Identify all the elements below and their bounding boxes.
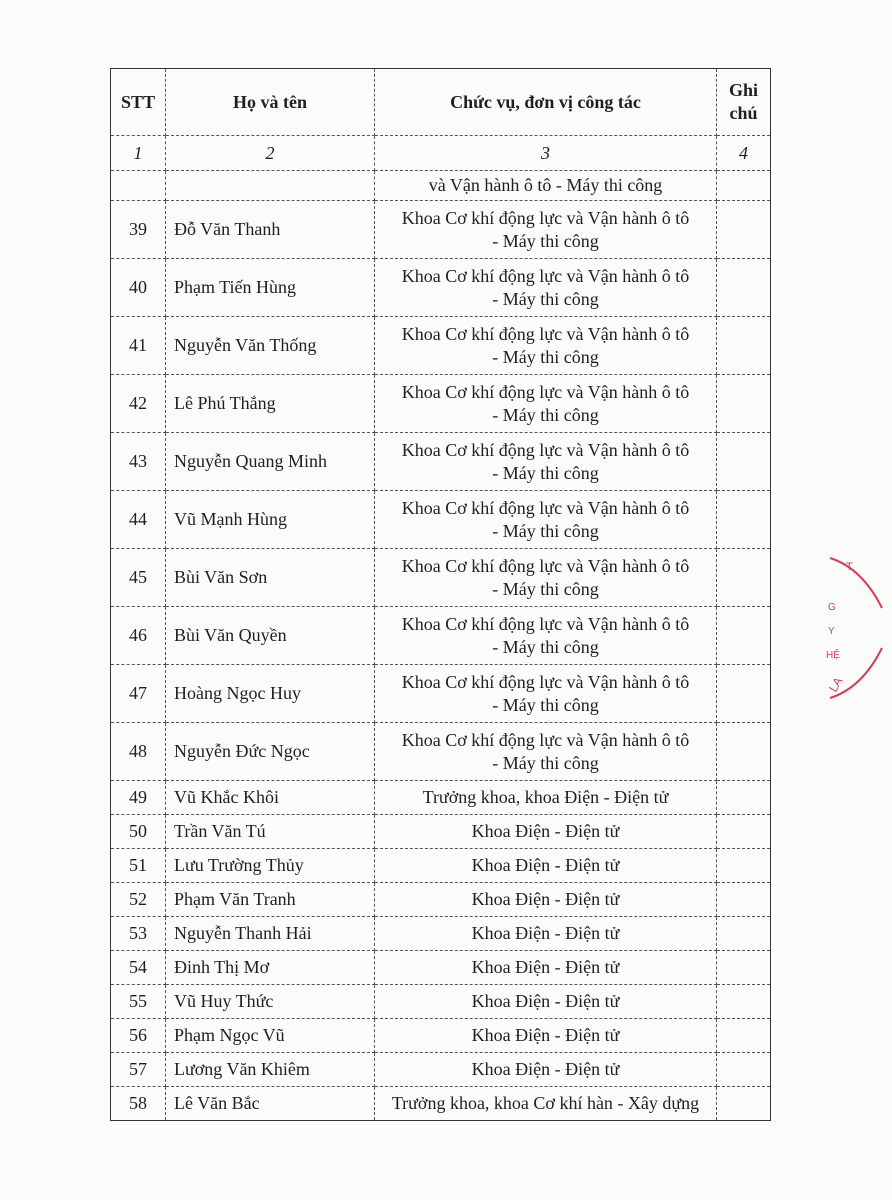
row-stt: 41 bbox=[111, 317, 166, 375]
row-position-line2: - Máy thi công bbox=[492, 230, 599, 251]
table-body bbox=[111, 201, 771, 1121]
row-name: Lê Phú Thắng bbox=[166, 375, 375, 433]
row-position bbox=[375, 433, 717, 491]
row-position bbox=[375, 723, 717, 781]
header-note-line1: Ghi bbox=[728, 80, 758, 100]
row-name: Nguyễn Thanh Hải bbox=[166, 917, 375, 951]
row-position-line1: Khoa Điện - Điện tử bbox=[471, 991, 620, 1011]
row-position bbox=[375, 665, 717, 723]
row-note bbox=[717, 433, 771, 491]
row-name: Phạm Văn Tranh bbox=[166, 883, 375, 917]
row-position bbox=[375, 491, 717, 549]
row-position bbox=[375, 985, 717, 1019]
row-name: Vũ Mạnh Hùng bbox=[166, 491, 375, 549]
row-note bbox=[717, 951, 771, 985]
row-position-line2: - Máy thi công bbox=[492, 578, 599, 599]
table-row bbox=[111, 849, 771, 883]
row-note bbox=[717, 1019, 771, 1053]
row-position bbox=[375, 607, 717, 665]
stamp-text: G bbox=[828, 602, 836, 613]
row-position-line1: Khoa Cơ khí động lực và Vận hành ô tô bbox=[401, 729, 690, 750]
row-position bbox=[375, 375, 717, 433]
row-position-line1: Trưởng khoa, khoa Cơ khí hàn - Xây dựng bbox=[391, 1093, 700, 1113]
row-position bbox=[375, 883, 717, 917]
row-name: Bùi Văn Sơn bbox=[166, 549, 375, 607]
header-note-line2: chú bbox=[729, 103, 758, 123]
row-note bbox=[717, 607, 771, 665]
row-stt: 54 bbox=[111, 951, 166, 985]
table-row bbox=[111, 259, 771, 317]
row-note bbox=[717, 723, 771, 781]
row-name: Đỗ Văn Thanh bbox=[166, 201, 375, 259]
row-position-line1: Khoa Cơ khí động lực và Vận hành ô tô bbox=[401, 439, 690, 460]
row-stt: 50 bbox=[111, 815, 166, 849]
table-row bbox=[111, 917, 771, 951]
row-position-line2: - Máy thi công bbox=[492, 636, 599, 657]
row-position bbox=[375, 317, 717, 375]
column-number-row bbox=[111, 136, 771, 171]
header-note bbox=[717, 69, 771, 136]
table-row bbox=[111, 433, 771, 491]
row-stt: 40 bbox=[111, 259, 166, 317]
row-stt: 56 bbox=[111, 1019, 166, 1053]
row-note bbox=[717, 917, 771, 951]
row-position bbox=[375, 1087, 717, 1121]
row-note bbox=[717, 781, 771, 815]
row-note bbox=[717, 1053, 771, 1087]
row-position-line1: Khoa Cơ khí động lực và Vận hành ô tô bbox=[401, 323, 690, 344]
table-row bbox=[111, 723, 771, 781]
continuation-text: và Vận hành ô tô - Máy thi công bbox=[375, 171, 717, 201]
row-name: Hoàng Ngọc Huy bbox=[166, 665, 375, 723]
row-note bbox=[717, 665, 771, 723]
row-position-line1: Khoa Điện - Điện tử bbox=[471, 855, 620, 875]
row-position-line1: Khoa Điện - Điện tử bbox=[471, 923, 620, 943]
row-name: Vũ Khắc Khôi bbox=[166, 781, 375, 815]
header-stt: STT bbox=[111, 69, 166, 136]
row-position-line1: Khoa Điện - Điện tử bbox=[471, 821, 620, 841]
row-position-line2: - Máy thi công bbox=[492, 288, 599, 309]
row-position-line2: - Máy thi công bbox=[492, 694, 599, 715]
row-position-line2: - Máy thi công bbox=[492, 404, 599, 425]
row-name: Vũ Huy Thức bbox=[166, 985, 375, 1019]
column-number: 2 bbox=[166, 136, 375, 171]
staff-table bbox=[110, 68, 771, 1121]
row-position bbox=[375, 815, 717, 849]
row-name: Lương Văn Khiêm bbox=[166, 1053, 375, 1087]
column-number: 3 bbox=[375, 136, 717, 171]
header-row bbox=[111, 69, 771, 136]
row-position-line1: Khoa Cơ khí động lực và Vận hành ô tô bbox=[401, 671, 690, 692]
row-position bbox=[375, 549, 717, 607]
row-name: Nguyễn Đức Ngọc bbox=[166, 723, 375, 781]
table-row bbox=[111, 1053, 771, 1087]
table-row bbox=[111, 607, 771, 665]
row-note bbox=[717, 1087, 771, 1121]
table-row bbox=[111, 985, 771, 1019]
row-stt: 47 bbox=[111, 665, 166, 723]
row-name: Đinh Thị Mơ bbox=[166, 951, 375, 985]
table-row bbox=[111, 815, 771, 849]
row-stt: 53 bbox=[111, 917, 166, 951]
row-position bbox=[375, 1053, 717, 1087]
row-position-line1: Khoa Cơ khí động lực và Vận hành ô tô bbox=[401, 381, 690, 402]
row-position bbox=[375, 781, 717, 815]
row-note bbox=[717, 259, 771, 317]
row-position-line1: Khoa Cơ khí động lực và Vận hành ô tô bbox=[401, 555, 690, 576]
continuation-row bbox=[111, 171, 771, 201]
row-stt: 51 bbox=[111, 849, 166, 883]
row-name: Nguyễn Quang Minh bbox=[166, 433, 375, 491]
row-name: Phạm Ngọc Vũ bbox=[166, 1019, 375, 1053]
table-row bbox=[111, 375, 771, 433]
row-note bbox=[717, 549, 771, 607]
row-stt: 43 bbox=[111, 433, 166, 491]
header-position: Chức vụ, đơn vị công tác bbox=[375, 69, 717, 136]
row-stt: 39 bbox=[111, 201, 166, 259]
row-stt: 46 bbox=[111, 607, 166, 665]
row-note bbox=[717, 883, 771, 917]
row-position-line1: Khoa Điện - Điện tử bbox=[471, 1025, 620, 1045]
column-number: 4 bbox=[717, 136, 771, 171]
row-note bbox=[717, 815, 771, 849]
row-stt: 45 bbox=[111, 549, 166, 607]
row-name: Lê Văn Bắc bbox=[166, 1087, 375, 1121]
row-note bbox=[717, 201, 771, 259]
row-position-line1: Khoa Cơ khí động lực và Vận hành ô tô bbox=[401, 613, 690, 634]
table-row bbox=[111, 951, 771, 985]
row-stt: 57 bbox=[111, 1053, 166, 1087]
table-row bbox=[111, 549, 771, 607]
row-position-line2: - Máy thi công bbox=[492, 346, 599, 367]
table-row bbox=[111, 317, 771, 375]
row-stt: 52 bbox=[111, 883, 166, 917]
row-position bbox=[375, 917, 717, 951]
table-row bbox=[111, 491, 771, 549]
row-name: Lưu Trường Thủy bbox=[166, 849, 375, 883]
row-position bbox=[375, 951, 717, 985]
row-note bbox=[717, 317, 771, 375]
row-stt: 49 bbox=[111, 781, 166, 815]
row-note bbox=[717, 849, 771, 883]
row-position bbox=[375, 849, 717, 883]
red-stamp bbox=[822, 548, 892, 708]
row-stt: 44 bbox=[111, 491, 166, 549]
row-name: Trần Văn Tú bbox=[166, 815, 375, 849]
row-position bbox=[375, 1019, 717, 1053]
row-position-line2: - Máy thi công bbox=[492, 462, 599, 483]
row-stt: 48 bbox=[111, 723, 166, 781]
row-position-line2: - Máy thi công bbox=[492, 752, 599, 773]
row-stt: 42 bbox=[111, 375, 166, 433]
stamp-text: HỆ bbox=[826, 650, 840, 661]
row-stt: 58 bbox=[111, 1087, 166, 1121]
header-name: Họ và tên bbox=[166, 69, 375, 136]
row-position bbox=[375, 201, 717, 259]
row-position-line1: Trưởng khoa, khoa Điện - Điện tử bbox=[422, 787, 669, 807]
row-note bbox=[717, 375, 771, 433]
row-note bbox=[717, 491, 771, 549]
row-position-line1: Khoa Cơ khí động lực và Vận hành ô tô bbox=[401, 497, 690, 518]
row-note bbox=[717, 985, 771, 1019]
table-row bbox=[111, 201, 771, 259]
row-position-line1: Khoa Cơ khí động lực và Vận hành ô tô bbox=[401, 207, 690, 228]
column-number: 1 bbox=[111, 136, 166, 171]
row-position-line1: Khoa Điện - Điện tử bbox=[471, 1059, 620, 1079]
stamp-text: LA bbox=[825, 674, 846, 695]
row-position-line2: - Máy thi công bbox=[492, 520, 599, 541]
row-name: Bùi Văn Quyền bbox=[166, 607, 375, 665]
row-name: Phạm Tiến Hùng bbox=[166, 259, 375, 317]
stamp-text: T bbox=[846, 561, 853, 573]
table-row bbox=[111, 781, 771, 815]
table-row bbox=[111, 665, 771, 723]
row-position bbox=[375, 259, 717, 317]
stamp-text: Y bbox=[828, 626, 835, 637]
row-name: Nguyễn Văn Thống bbox=[166, 317, 375, 375]
row-position-line1: Khoa Điện - Điện tử bbox=[471, 957, 620, 977]
row-position-line1: Khoa Điện - Điện tử bbox=[471, 889, 620, 909]
row-stt: 55 bbox=[111, 985, 166, 1019]
row-position-line1: Khoa Cơ khí động lực và Vận hành ô tô bbox=[401, 265, 690, 286]
table-row bbox=[111, 883, 771, 917]
table-row bbox=[111, 1019, 771, 1053]
table-row bbox=[111, 1087, 771, 1121]
